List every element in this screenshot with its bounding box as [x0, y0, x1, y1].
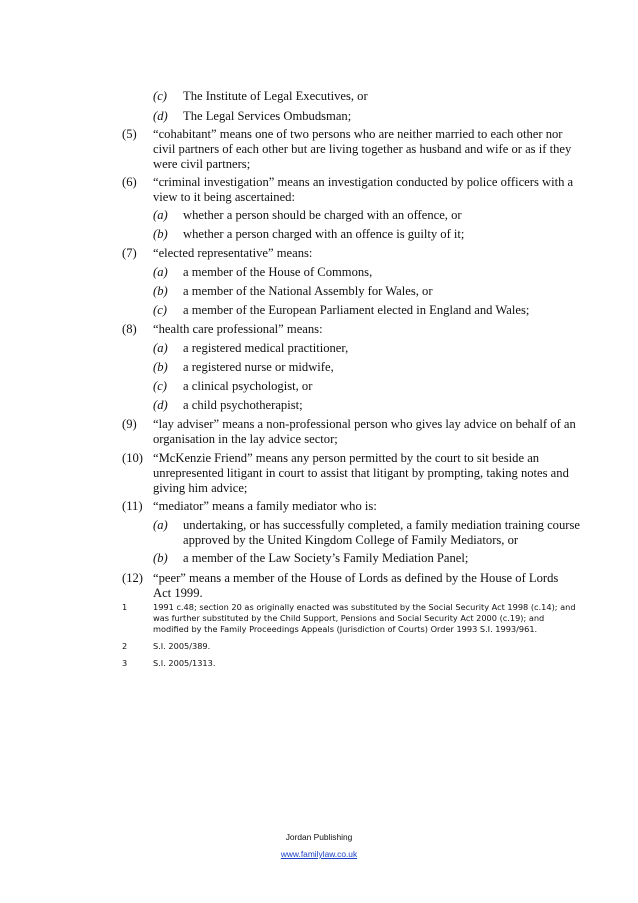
paragraph-number: (11)	[122, 499, 143, 513]
item-text: whether a person charged with an offence is guilty of it;	[183, 227, 465, 241]
item-label: (a)	[153, 208, 168, 222]
item-text: a registered nurse or midwife,	[183, 360, 334, 374]
paragraph-text: “elected representative” means:	[153, 246, 313, 260]
footer-link-container	[0, 849, 638, 860]
item-text: a clinical psychologist, or	[183, 379, 313, 393]
item-text: a member of the National Assembly for Wales, or	[183, 284, 433, 298]
footnote-number: 1	[122, 602, 128, 612]
item-label: (d)	[153, 109, 168, 123]
paragraph-number: (9)	[122, 417, 137, 431]
footnote-text: S.I. 2005/1313.	[153, 658, 216, 668]
item-label: (c)	[153, 303, 167, 317]
paragraph-number: (8)	[122, 322, 137, 336]
item-text: a registered medical practitioner,	[183, 341, 349, 355]
paragraph-number: (6)	[122, 175, 137, 189]
footnote-text: S.I. 2005/389.	[153, 641, 211, 651]
footnote-number: 3	[122, 658, 128, 668]
paragraph-text: organisation in the lay advice sector;	[153, 432, 338, 446]
paragraph-text: “peer” means a member of the House of Lords as defined by the House of Lords	[153, 571, 559, 585]
item-text: a child psychotherapist;	[183, 398, 303, 412]
paragraph-text: “mediator” means a family mediator who is:	[153, 499, 377, 513]
paragraph-number: (7)	[122, 246, 137, 260]
footnote-text: was further substituted by the Child Support, Pensions and Social Security Act 2000 (c.19); and	[153, 613, 545, 623]
footnote-number: 2	[122, 641, 128, 651]
item-label: (a)	[153, 265, 168, 279]
paragraph-text: were civil partners;	[153, 157, 251, 171]
item-label: (b)	[153, 551, 168, 565]
footer-publisher: Jordan Publishing	[285, 832, 353, 842]
paragraph-text: “McKenzie Friend” means any person permitted by the court to sit beside an	[153, 451, 540, 465]
item-text: whether a person should be charged with an offence, or	[183, 208, 462, 222]
item-text: a member of the European Parliament elected in England and Wales;	[183, 303, 530, 317]
item-label: (d)	[153, 398, 168, 412]
item-label: (c)	[153, 89, 167, 103]
paragraph-text: “health care professional” means:	[153, 322, 323, 336]
footer-website-link[interactable]: www.familylaw.co.uk	[280, 849, 358, 859]
item-text: The Institute of Legal Executives, or	[183, 89, 368, 103]
paragraph-number: (10)	[122, 451, 143, 465]
item-label: (b)	[153, 360, 168, 374]
item-label: (b)	[153, 227, 168, 241]
item-label: (a)	[153, 341, 168, 355]
paragraph-text: view to it being ascertained:	[153, 190, 295, 204]
item-label: (a)	[153, 518, 168, 532]
paragraph-text: “lay adviser” means a non-professional person who gives lay advice on behalf of an	[153, 417, 576, 431]
footnote-text: modified by the Family Proceedings Appeals (Jurisdiction of Courts) Order 1993 S.I. 1993/961.	[153, 624, 538, 634]
item-text: approved by the United Kingdom College of Family Mediators, or	[183, 533, 519, 547]
item-label: (c)	[153, 379, 167, 393]
paragraph-text: “criminal investigation” means an investigation conducted by police officers with a	[153, 175, 574, 189]
footnote-text: 1991 c.48; section 20 as originally enacted was substituted by the Social Security Act 1998 (c.14); and	[153, 602, 576, 612]
item-text: a member of the House of Commons,	[183, 265, 373, 279]
paragraph-number: (5)	[122, 127, 137, 141]
paragraph-text: unrepresented litigant in court to assist that litigant by prompting, taking notes and	[153, 466, 569, 480]
paragraph-text: Act 1999.	[153, 586, 203, 600]
item-text: a member of the Law Society’s Family Mediation Panel;	[183, 551, 469, 565]
paragraph-text: giving him advice;	[153, 481, 248, 495]
item-label: (b)	[153, 284, 168, 298]
paragraph-number: (12)	[122, 571, 143, 585]
item-text: undertaking, or has successfully completed, a family mediation training course	[183, 518, 580, 532]
paragraph-text: civil partners of each other but are living together as husband and wife or as if they	[153, 142, 572, 156]
paragraph-text: “cohabitant” means one of two persons who are neither married to each other nor	[153, 127, 563, 141]
item-text: The Legal Services Ombudsman;	[183, 109, 352, 123]
